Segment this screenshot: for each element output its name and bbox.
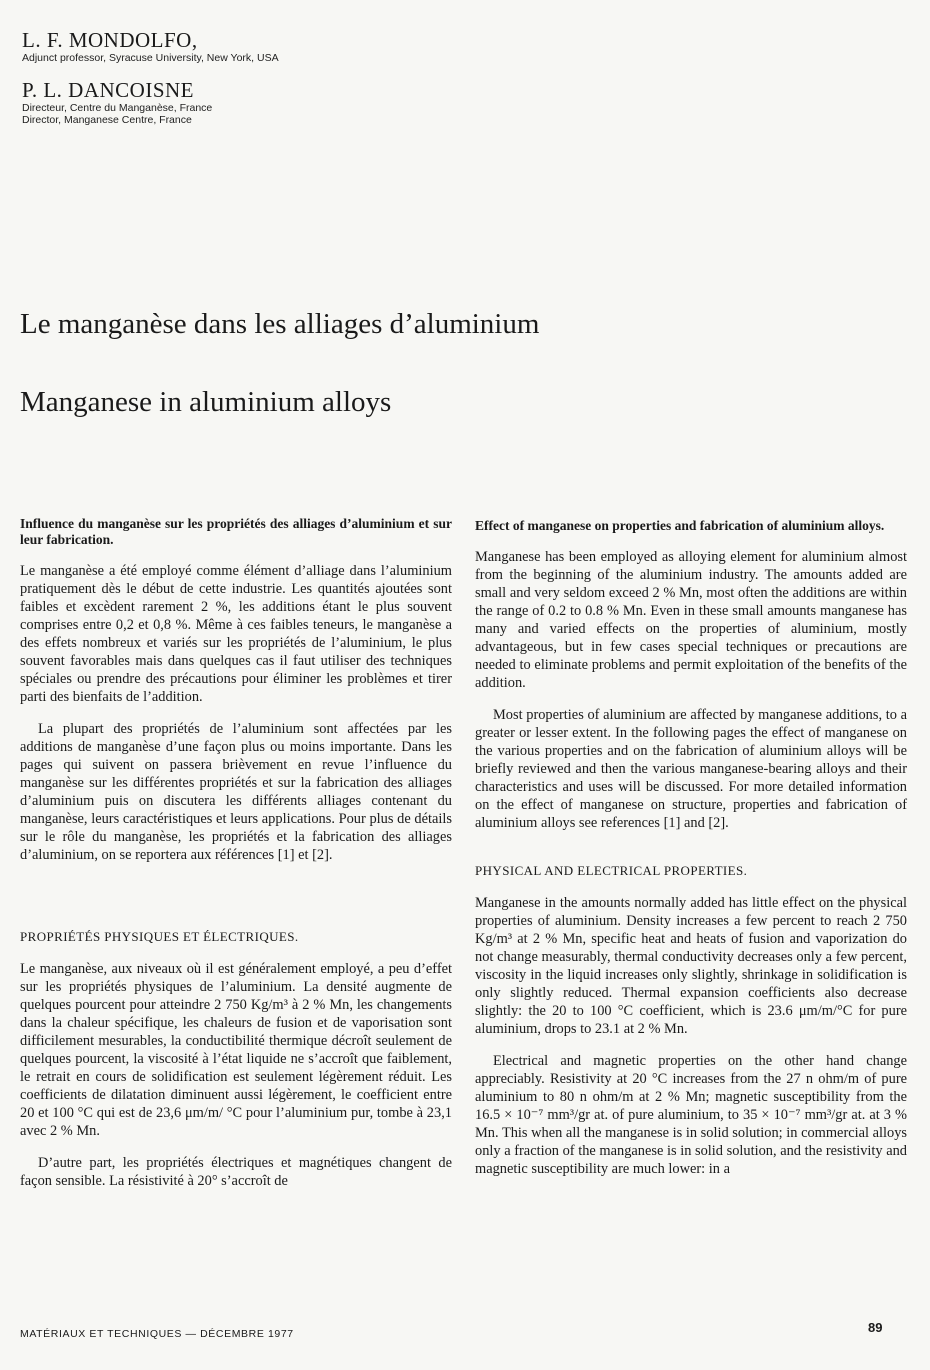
body-paragraph: Electrical and magnetic properties on the other hand change appreciably. Resistivity at 20 °C increases from the 27 n ohm/m of pure aluminium to 80 n ohm/m at 2 % Mn; magnetic susceptibility from the 16.5 × 10⁻⁷ mm³/gr at. of pure aluminium, to 35 × 10⁻⁷ mm³/gr at. at 3 % Mn. This when all the manganese is in solid solution; in commercial alloys only a fraction of the manganese is in solid solution, and the resistivity and magnetic susceptibility are much lower: in a [475,1053,907,1177]
author-list [22,28,422,140]
abstract-title: Effect of manganese on properties and fabrication of aluminium alloys. [475,518,885,533]
body-paragraph: Le manganèse a été employé comme élément d’alliage dans l’aluminium pratiquement dès le début de cette industrie. Les quantités ajoutées sont faibles et excèdent rarement 2 %, les additions étant le plus souvent comprises entre 0,2 et 0,8 %. Même à ces faibles teneurs, le manganèse a des effets nombreux et variés sur les propriétés de l’aluminium, le plus souvent favorables mais dans quelques cas il faut utiliser des techniques spéciales ou prendre des précautions pour éliminer les problèmes et tirer parti des bienfaits de l’addition. [20,563,452,705]
body-paragraph: D’autre part, les propriétés électriques et magnétiques changent de façon sensible. La résistivité à 20° s’accroît de [20,1155,452,1189]
body-paragraph: Most properties of aluminium are affected by manganese additions, to a greater or lesser extent. In the following pages the effect of manganese on the various properties and on the fabrication of aluminium alloys will be briefly reviewed and then the various manganese-bearing alloys and their characteristics and uses will be discussed. For more detailed information on the effect of manganese on structure, properties and fabrication of aluminium alloys see references [1] and [2]. [475,707,907,831]
author-affiliation: Adjunct professor, Syracuse University, New York, USA [22,52,279,64]
author-1 [22,28,422,64]
article-title-french: Le manganèse dans les alliages d’aluminium [20,308,540,340]
section-heading: PHYSICAL AND ELECTRICAL PROPERTIES. [475,863,748,878]
author-name: P. L. DANCOISNE [22,78,195,102]
french-column [20,516,452,1204]
english-column [475,518,907,1192]
author-affiliation: Directeur, Centre du Manganèse, France [22,102,213,114]
body-paragraph: Manganese in the amounts normally added has little effect on the physical properties of aluminium. Density increases a few percent to reach 2 750 Kg/m³ at 2 % Mn, specific heat and heats of fusion and vaporization do not change measurably, thermal conductivity decreases only a few percent, viscosity in the liquid increases only slightly, shrinkage in solidification is only slightly reduced. Thermal expansion coefficients also decrease slightly: the 20 to 100 °C coefficient, which is 23.6 μm/m/°C for pure aluminium, drops to 23.1 at 2 % Mn. [475,895,907,1037]
abstract-title: Influence du manganèse sur les propriétés des alliages d’aluminium et sur leur fabrication. [20,516,452,547]
page-number: 89 [868,1320,883,1335]
body-paragraph: La plupart des propriétés de l’aluminium sont affectées par les additions de manganèse d’une façon plus ou moins importante. Dans les pages qui suivent on passera brièvement en revue l’influence du manganèse sur les différentes propriétés et sur la fabrication des alliages d’aluminium puis on discutera les différents alliages contenant du manganèse, leurs caractéristiques et leurs applications. Pour plus de détails sur le rôle du manganèse, les propriétés et la fabrication des alliages d’aluminium, on se reportera aux références [1] et [2]. [20,721,452,863]
author-name: L. F. MONDOLFO, [22,28,198,52]
article-title-english: Manganese in aluminium alloys [20,386,392,418]
journal-footer: MATÉRIAUX ET TECHNIQUES — DÉCEMBRE 1977 [20,1328,294,1340]
section-heading: PROPRIÉTÉS PHYSIQUES ET ÉLECTRIQUES. [20,929,299,944]
body-paragraph: Manganese has been employed as alloying element for aluminium almost from the beginning of the aluminium industry. The amounts added are small and very seldom exceed 2 % Mn, most often the additions are within the range of 0.2 to 0.8 % Mn. Even in these small amounts manganese has many and varied effects on the properties of aluminium, mostly advantageous, but in few cases special techniques or precautions are needed to eliminate problems and permit exploitation of the benefits of the addition. [475,549,907,691]
body-paragraph: Le manganèse, aux niveaux où il est généralement employé, a peu d’effet sur les propriétés physiques de l’aluminium. La densité augmente de quelques pourcent pour atteindre 2 750 Kg/m³ à 2 % Mn, les changements dans la chaleur spécifique, les chaleurs de fusion et de vaporisation sont difficilement mesurables, la conductibilité thermique décroît seulement de quelques pourcent, la viscosité à l’état liquide ne s’accroît que faiblement, le retrait en cours de solidification est seulement légèrement réduit. Les coefficients de dilatation diminuent aussi légèrement, le coefficient entre 20 et 100 °C qui est de 23,6 μm/m/ °C pour l’aluminium pur, tombe à 23,1 avec 2 % Mn. [20,961,452,1139]
author-affiliation: Director, Manganese Centre, France [22,114,192,126]
author-2 [22,78,422,126]
